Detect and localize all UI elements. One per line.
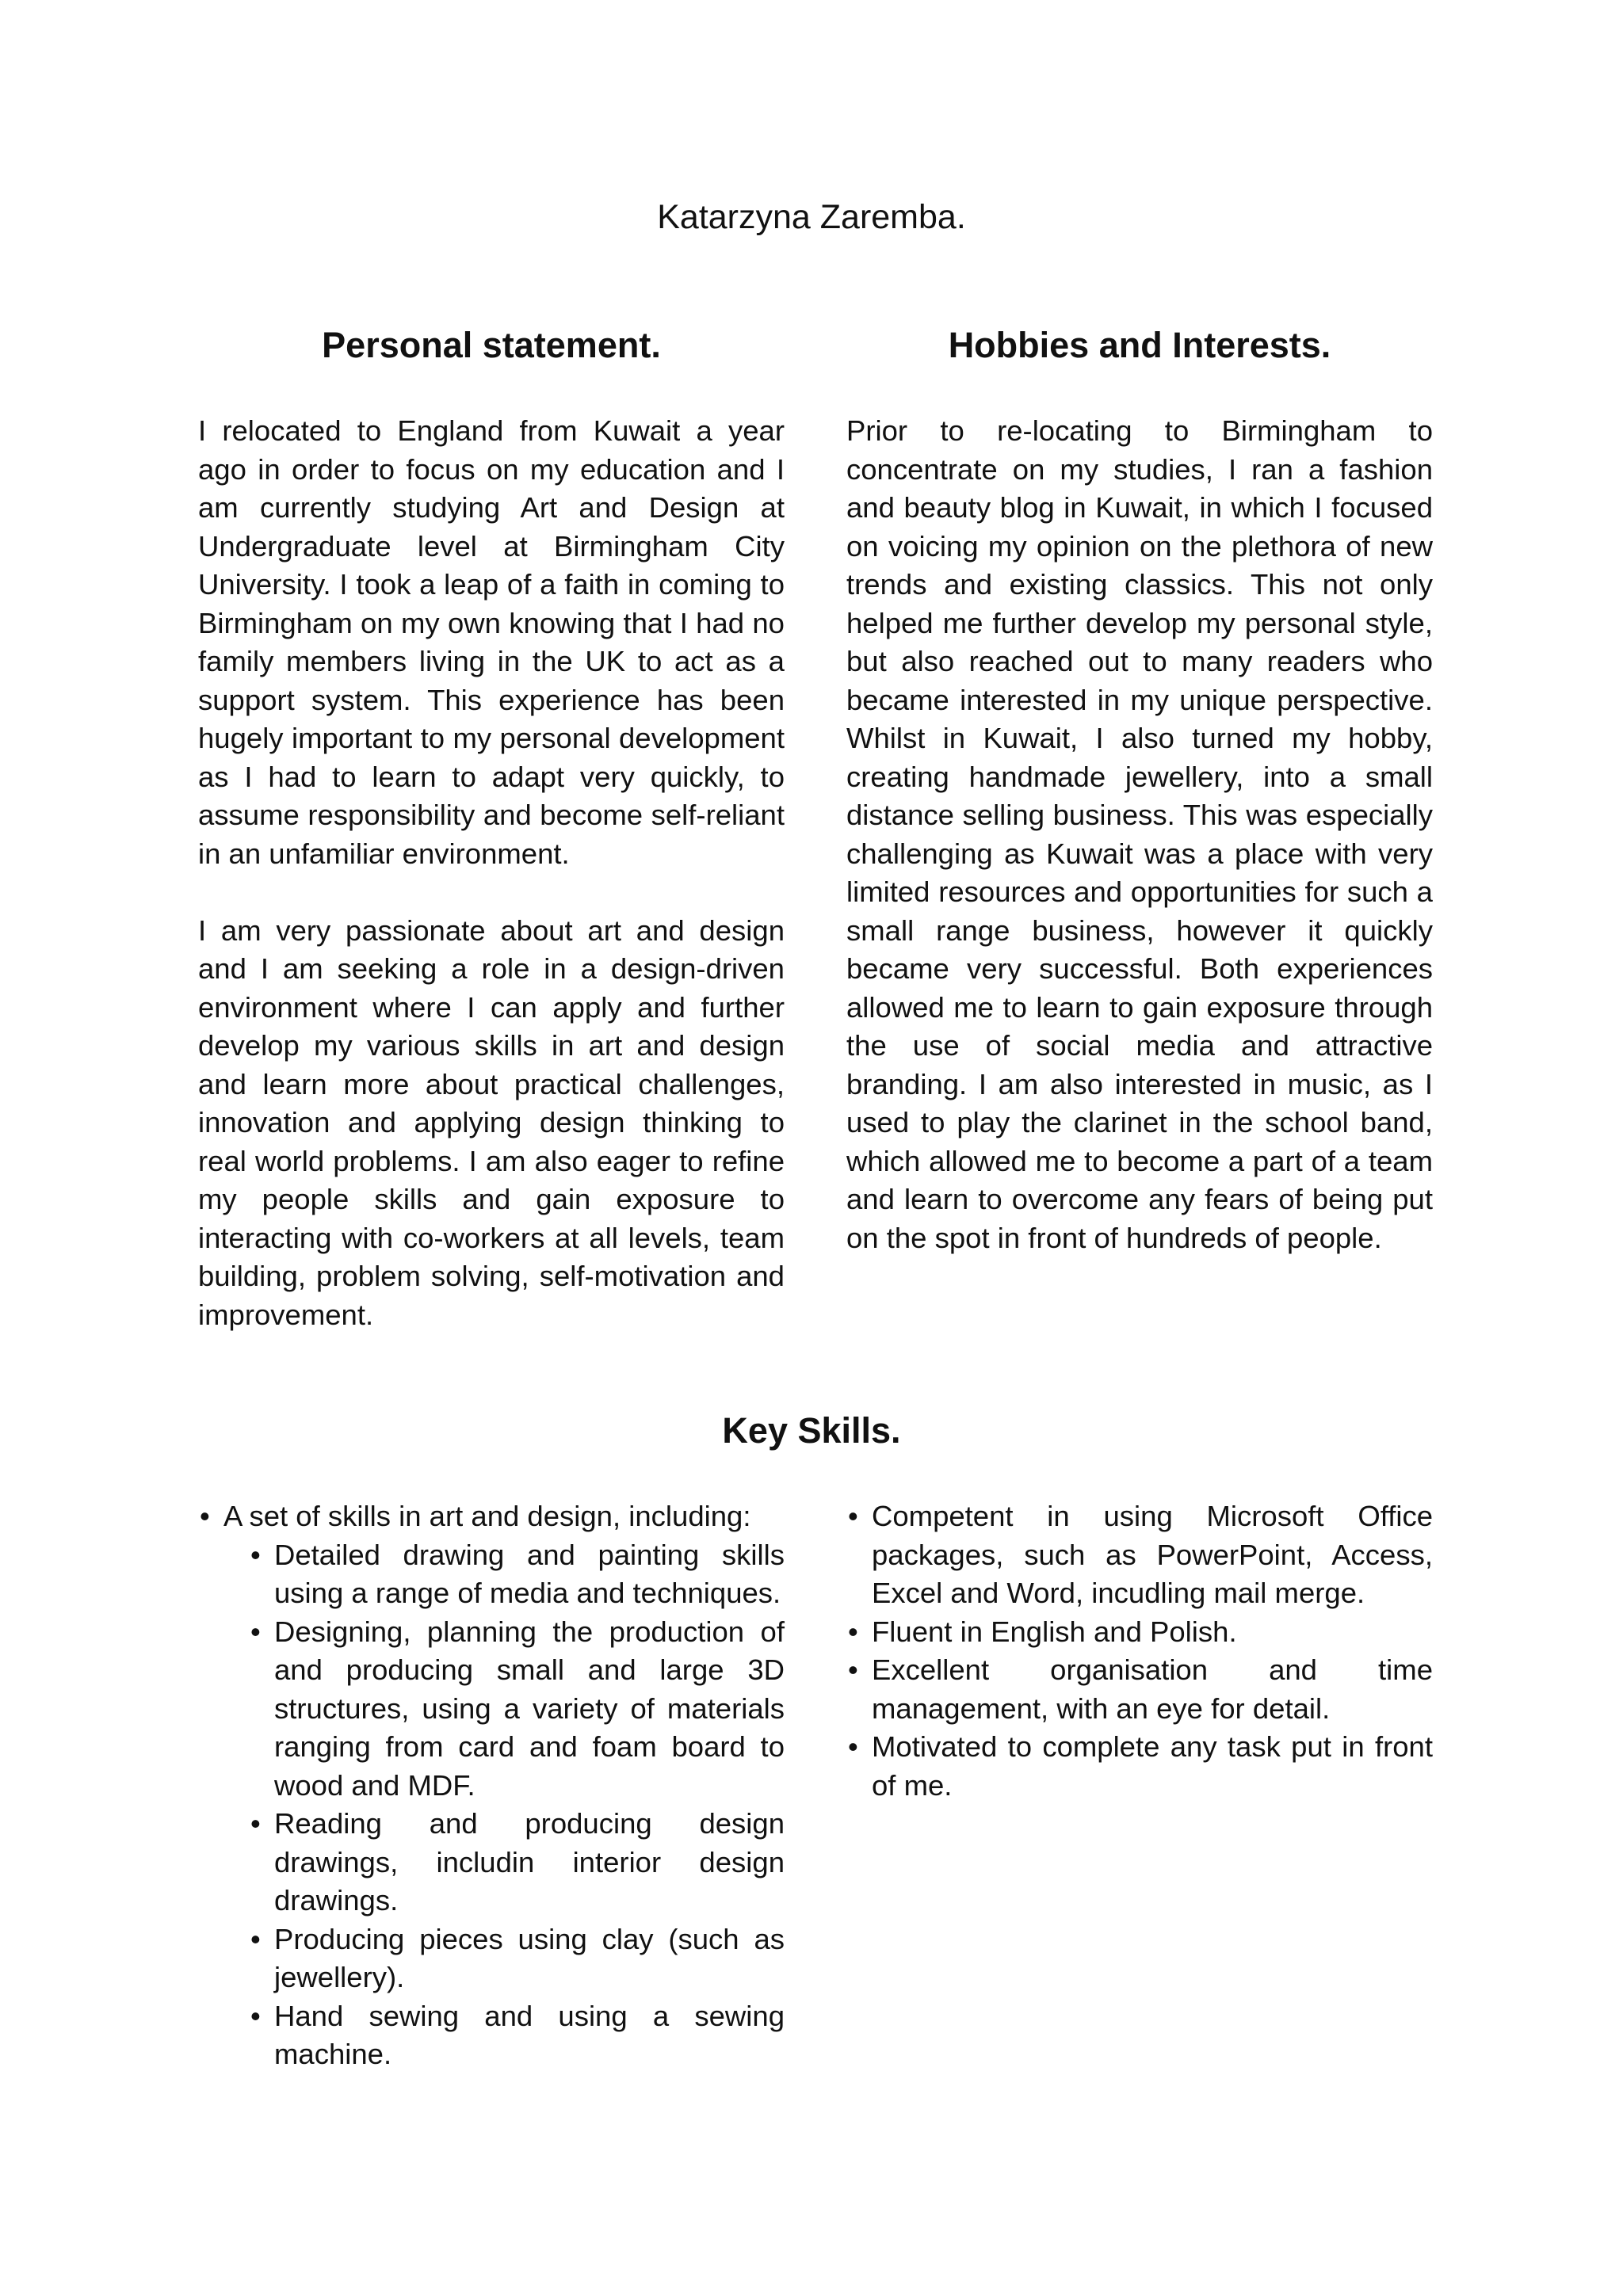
art-design-sublist	[249, 1536, 785, 2074]
personal-statement-paragraph: I am very passionate about art and design and I am seeking a role in a design-driven environment where I can apply and further develop my various skills in art and design and learn more about practical challenges, innovation and applying design thinking to real world problems. I am also eager to refine my people skills and gain exposure to interacting with co-workers at all levels, team building, problem solving, self-motivation and improvement.	[198, 913, 785, 1331]
personal-statement-heading: Personal statement.	[322, 325, 661, 365]
list-item: • Hand sewing and using a sewing machine.	[249, 1997, 785, 2074]
list-item: • Competent in using Microsoft Office packages, such as PowerPoint, Access, Excel and Word, incudling mail merge.	[846, 1497, 1433, 1613]
hobbies-heading: Hobbies and Interests.	[948, 325, 1331, 365]
list-item: • Detailed drawing and painting skills using a range of media and techniques.	[249, 1536, 785, 1613]
key-skills-right-list	[846, 1497, 1433, 1805]
list-item: • Excellent organisation and time management, with an eye for detail.	[846, 1651, 1433, 1728]
key-skills-heading: Key Skills.	[722, 1410, 901, 1451]
list-item: • Producing pieces using clay (such as jewellery).	[249, 1920, 785, 1997]
hobbies-body	[846, 412, 1433, 1257]
skills-intro: A set of skills in art and design, including:	[223, 1500, 751, 1532]
list-item	[198, 1497, 785, 2074]
personal-statement-paragraph: I relocated to England from Kuwait a year ago in order to focus on my education and I am currently studying Art and Design at Undergraduate level at Birmingham City University. I took a leap of a faith in coming to Birmingham on my own knowing that I had no family members living in the UK to act as a support system. This experience has been hugely important to my personal development as I had to learn to adapt very quickly, to assume responsibility and become self-reliant in an unfamiliar environment.	[198, 414, 785, 870]
list-item: • Fluent in English and Polish.	[846, 1613, 1433, 1652]
list-item: • Reading and producing design drawings, includin interior design drawings.	[249, 1805, 785, 1920]
key-skills-left-list	[198, 1497, 785, 2074]
list-item: • Motivated to complete any task put in front of me.	[846, 1728, 1433, 1805]
list-item: • Designing, planning the production of and producing small and large 3D structures, using a variety of materials ranging from card and foam board to wood and MDF.	[249, 1613, 785, 1806]
personal-statement-body	[198, 412, 785, 1334]
candidate-name: Katarzyna Zaremba.	[657, 198, 966, 236]
hobbies-paragraph: Prior to re-locating to Birmingham to concentrate on my studies, I ran a fashion and beauty blog in Kuwait, in which I focused on voicing my opinion on the plethora of new trends and existing classics. This not only helped me further develop my personal style, but also reached out to many readers who became interested in my unique perspective. Whilst in Kuwait, I also turned my hobby, creating handmade jewellery, into a small distance selling business. This was especially challenging as Kuwait was a place with very limited resources and opportunities for such a small range business, however it quickly became very successful. Both experiences allowed me to learn to gain exposure through the use of social media and attractive branding. I am also interested in music, as I used to play the clarinet in the school band, which allowed me to become a part of a team and learn to overcome any fears of being put on the spot in front of hundreds of people.	[846, 414, 1433, 1254]
